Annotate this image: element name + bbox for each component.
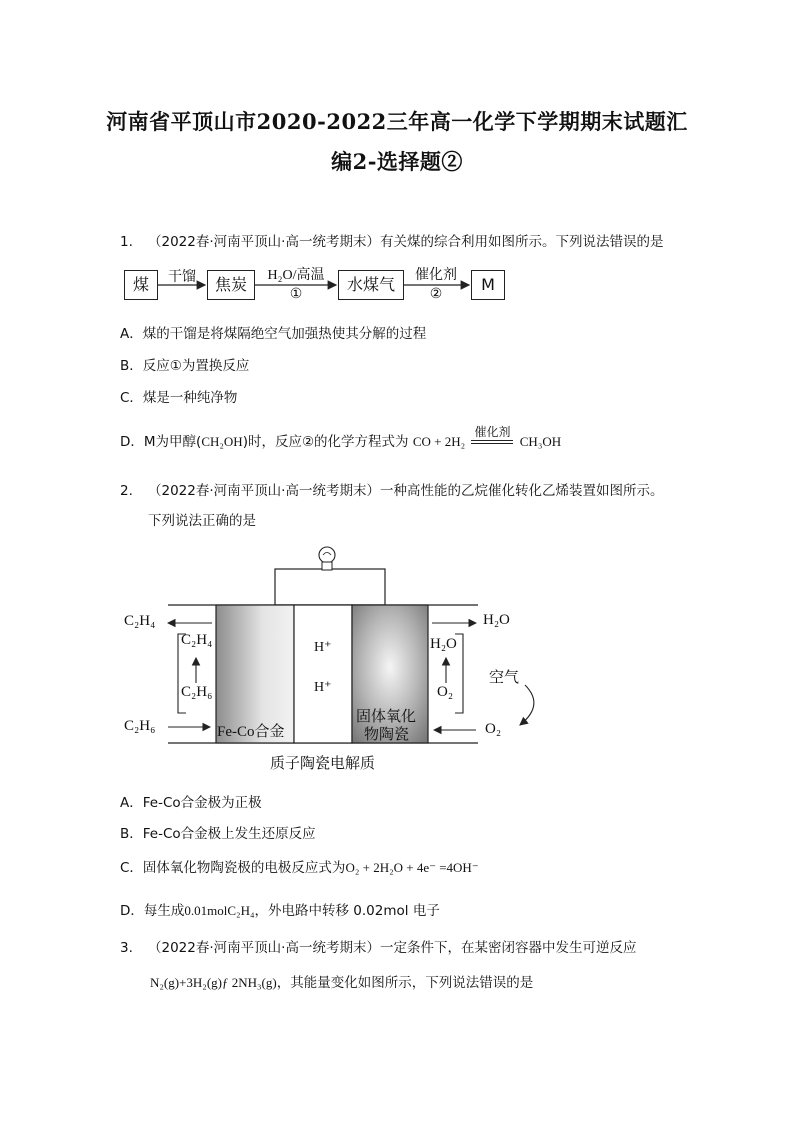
question-text: （2022春·河南平顶山·高一统考期末）一定条件下，在某密闭容器中发生可逆反应 <box>148 940 637 956</box>
label-c2h6-in: C₂H₆ <box>124 718 156 734</box>
q1-option-b: B．反应①为置换反应 <box>120 358 250 374</box>
label-solid-oxide-1: 固体氧化 <box>356 709 417 725</box>
question-text: （2022春·河南平顶山·高一统考期末）一种高性能的乙烷催化转化乙烯装置如图所示。 <box>148 483 664 499</box>
option-d-prefix: D．每生成 <box>120 903 185 919</box>
label-o2-in: O₂ <box>485 721 502 737</box>
diagram-caption: 质子陶瓷电解质 <box>270 756 376 772</box>
option-d-formula: 0.01molC₂H₄ <box>184 903 255 918</box>
flow-label-h2o-high-temp: H₂O/高温 <box>267 268 325 283</box>
option-d-prefix: D．M为甲醇( <box>120 434 202 450</box>
flow-box-m: M <box>471 270 505 300</box>
external-circuit-wire <box>275 569 385 605</box>
q2-option-c <box>120 856 479 876</box>
flow-label-reaction-2: ② <box>429 286 443 302</box>
label-o2-inner: O₂ <box>437 684 454 700</box>
question-number: 1. <box>120 234 133 250</box>
option-d-suffix: ，外电路中转移 0.02mol 电子 <box>254 903 440 919</box>
label-fe-co-alloy: Fe-Co合金 <box>217 724 285 740</box>
q2-option-d <box>120 899 440 919</box>
question-3 <box>120 936 636 956</box>
flow-label-catalyst: 催化剂 <box>415 267 457 283</box>
question-text: （2022春·河南平顶山·高一统考期末）有关煤的综合利用如图所示。下列说法错误的是 <box>148 234 664 250</box>
q2-option-b: B．Fe-Co合金极上发生还原反应 <box>120 826 316 842</box>
flow-label-dry-distill: 干馏 <box>168 269 196 285</box>
flow-box-coke: 焦炭 <box>207 270 255 300</box>
label-c2h4-out: C₂H₄ <box>124 613 156 629</box>
question-3-line2 <box>150 971 533 991</box>
flow-label-reaction-1: ① <box>289 286 303 302</box>
question-number: 2. <box>120 483 133 499</box>
q1-option-c: C．煤是一种纯净物 <box>120 390 238 406</box>
flow-box-water-gas: 水煤气 <box>338 270 404 300</box>
option-d-mid: )时，反应②的化学方程式为 <box>242 434 409 450</box>
option-d-eq-left: CO + 2H₂ <box>412 434 466 449</box>
label-c2h6-inner: C₂H₆ <box>181 684 213 700</box>
option-d-catalyst-label: 催化剂 <box>474 425 511 439</box>
option-d-formula: CH₂OH <box>201 434 243 449</box>
proton-ceramic-electrolyte <box>294 605 352 743</box>
label-h-plus-1: H⁺ <box>314 640 332 655</box>
question-2-text2: 下列说法正确的是 <box>148 513 256 529</box>
q1-option-a: A．煤的干馏是将煤隔绝空气加强热使其分解的过程 <box>120 326 427 342</box>
question-3-formula: N₂(g)+3H₂(g)ƒ 2NH₃(g) <box>150 975 277 990</box>
label-c2h4-inner: C₂H₄ <box>181 632 213 648</box>
label-air: 空气 <box>489 670 520 686</box>
flow-box-coal: 煤 <box>124 270 158 300</box>
light-bulb-icon <box>319 547 335 570</box>
option-c-formula: O₂ + 2H₂O + 4e⁻ =4OH⁻ <box>345 860 479 875</box>
question-3-text2: ，其能量变化如图所示，下列说法错误的是 <box>276 975 534 991</box>
option-c-prefix: C．固体氧化物陶瓷极的电极反应式为 <box>120 860 346 876</box>
air-curve-arrow <box>520 685 534 725</box>
q2-option-a: A．Fe-Co合金极为正极 <box>120 795 262 811</box>
page-title-line1: 河南省平顶山市2020-2022三年高一化学下学期期末试题汇 <box>106 109 688 134</box>
label-h2o-inner: H₂O <box>430 636 457 652</box>
label-h-plus-2: H⁺ <box>314 680 332 695</box>
option-d-eq-right: CH₃OH <box>519 434 562 449</box>
page-title-line2: 编2-选择题② <box>331 149 463 174</box>
label-solid-oxide-2: 物陶瓷 <box>364 727 410 743</box>
question-number: 3. <box>120 940 133 956</box>
label-h2o-out: H₂O <box>483 612 510 628</box>
